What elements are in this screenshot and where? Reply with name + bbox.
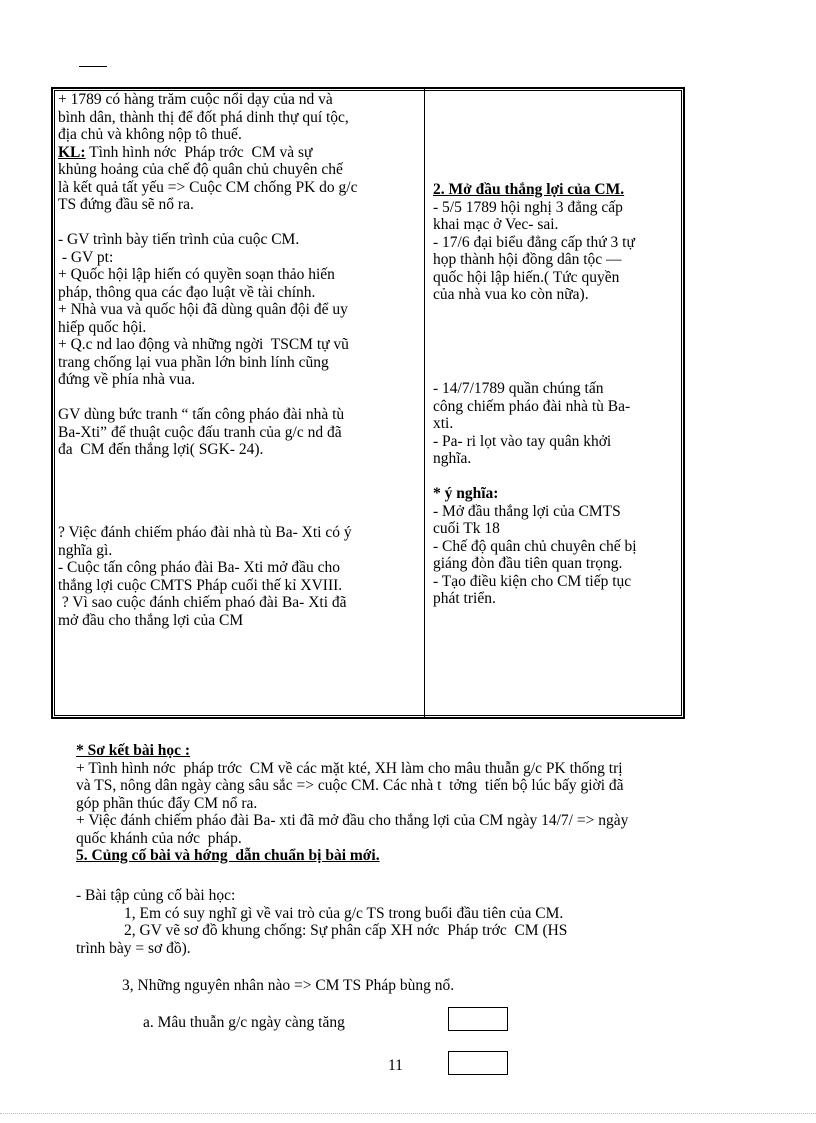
exercise-2-cont: trình bày = sơ đồ). xyxy=(76,939,191,957)
right-para-1: - 5/5 1789 hội nghị 3 đẳng cấp khai mạc ở Vec- sai. - 17/6 đại biểu đẳng cấp thứ 3 tự họp thành hội đồng dân tộc — quốc hội lập hiến.( Tức quyền của nhà vua ko còn nữa). xyxy=(433,198,635,303)
left-para-4: ? Việc đánh chiếm pháo đài nhà tù Ba- Xti có ý nghĩa gì. - Cuộc tấn công pháo đài Ba- Xti mở đầu cho thắng lợi cuộc CMTS Pháp cuối thế kỉ XVIII. ? Vì sao cuộc đánh chiếm phaó đài Ba- Xti đã mở đầu cho thắng lợi của CM xyxy=(58,524,352,629)
page-bottom-border xyxy=(0,1113,816,1114)
left-para-3: GV dùng bức tranh “ tấn công pháo đài nhà tù Ba-Xti” để thuật cuộc đấu tranh của g/c nd đã đa CM đến thắng lợi( SGK- 24). xyxy=(58,406,345,458)
right-column xyxy=(433,181,635,304)
exercises-section xyxy=(76,887,567,957)
summary-heading: * Sơ kết bài học : xyxy=(76,742,191,759)
page-number: 11 xyxy=(388,1057,403,1074)
left-column xyxy=(58,91,357,459)
section-5-heading: 5. Củng cố bài và hớng dẫn chuẩn bị bài mới. xyxy=(76,847,380,864)
conclusion-block: KL: Tình hình nớc Pháp trớc CM và sự khủng hoảng của chế độ quân chủ chuyên chế là kết quả tất yếu => Cuộc CM chống PK do g/c TS đứng đầu sẽ nổ ra. xyxy=(58,143,358,213)
section-2-heading: 2. Mở đầu thắng lợi của CM. xyxy=(433,181,625,198)
table-column-divider xyxy=(424,88,425,719)
left-column-lower xyxy=(58,524,352,629)
exercise-3a: a. Mâu thuẫn g/c ngày càng tăng xyxy=(143,1014,345,1031)
header-dash xyxy=(79,66,107,67)
right-para-2: - 14/7/1789 quần chúng tấn công chiếm pháo đài nhà tù Ba- xti. - Pa- ri lọt vào tay quân khởi nghĩa. xyxy=(433,380,631,467)
right-column-mid xyxy=(433,380,637,608)
left-para-2: - GV trình bày tiến trình của cuộc CM. - GV pt: + Quốc hội lập hiến có quyền soạn thảo hiến pháp, thông qua các đạo luật về tài chính. + Nhà vua và quốc hội đã dùng quân đội để uy hiếp quốc hội. + Q.c nd lao động và những ngời TSCM tự vũ trang chống lại vua phần lớn binh lính cũng đứng về phía nhà vua. xyxy=(58,231,349,388)
exercise-1: 1, Em có suy nghĩ gì về vai trò của g/c TS trong buổi đầu tiên của CM. xyxy=(124,904,564,922)
answer-box-2[interactable] xyxy=(448,1051,508,1075)
answer-box-1[interactable] xyxy=(448,1007,508,1031)
exercise-3: 3, Những nguyên nhân nào => CM TS Pháp bùng nổ. xyxy=(122,977,455,994)
left-para-1: + 1789 có hàng trăm cuộc nổi dạy của nd và bình dân, thành thị để đốt phá dinh thự quí tộc, địa chủ và không nộp tô thuế. xyxy=(58,91,349,143)
meaning-heading: * ý nghĩa: xyxy=(433,485,499,502)
right-para-3: - Mở đầu thắng lợi của CMTS cuối Tk 18 - Chế độ quân chủ chuyên chế bị giáng đòn đầu tiên quan trọng. - Tạo điều kiện cho CM tiếp tục phát triển. xyxy=(433,502,637,607)
conclusion-label: KL: xyxy=(58,143,86,161)
exercise-2: 2, GV vẽ sơ đồ khung chống: Sự phân cấp XH nớc Pháp trớc CM (HS xyxy=(124,922,568,939)
exercises-intro: - Bài tập củng cố bài học: xyxy=(76,887,236,904)
summary-section: * Sơ kết bài học : + Tình hình nớc pháp trớc CM về các mặt kté, XH làm cho mâu thuẫn g/c PK thống trị và TS, nông dân ngày càng sâu sắc => cuộc CM. Các nhà t tởng tiến bộ lúc bấy giời đã góp phần thúc đẩy CM nổ ra. + Việc đánh chiếm pháo đài Ba- xti đã mở đầu cho thắng lợi của CM ngày 14/7/ => ngày quốc khánh của nớc pháp. 5. Củng cố bài và hớng dẫn chuẩn bị bài mới. xyxy=(76,742,629,864)
